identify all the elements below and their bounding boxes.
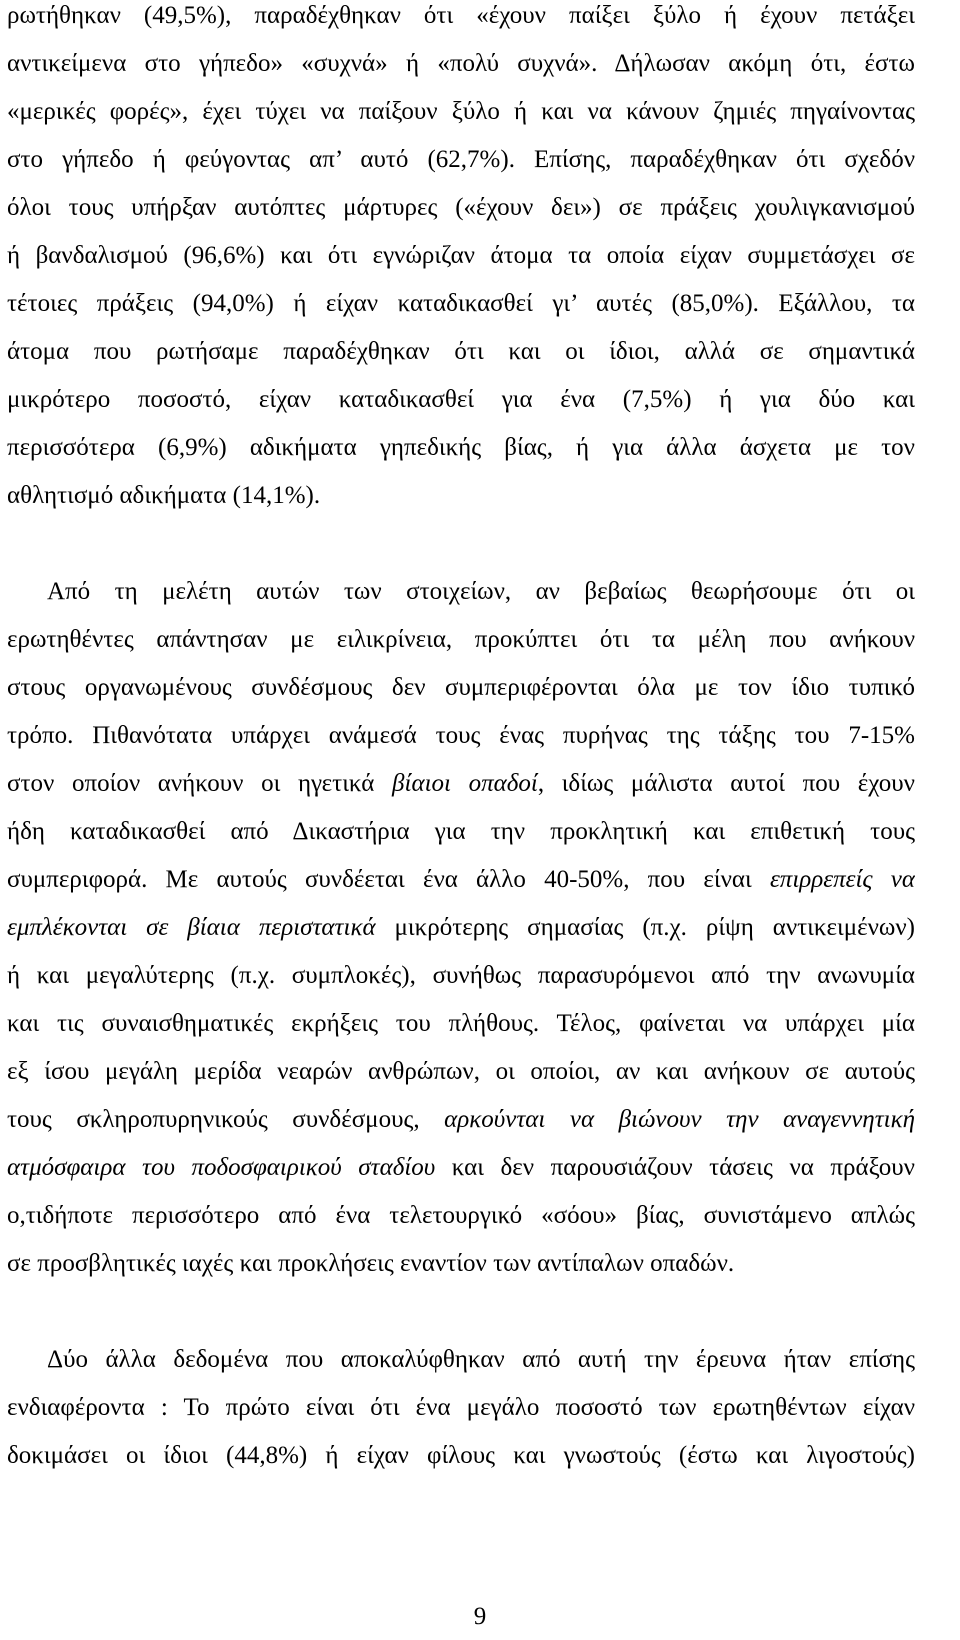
paragraph-1-last-line: αθλητισμό αδικήματα (14,1%).	[7, 482, 321, 509]
paragraph-1-line: μικρότερο ποσοστό, είχαν καταδικασθεί για ένα (7,5%) ή για δύο και	[7, 386, 915, 413]
paragraph-2-line: και τις συναισθηματικές εκρήξεις του πλήθους. Τέλος, φαίνεται να υπάρχει μία	[7, 1010, 915, 1037]
text-run: συμπεριφορά. Με αυτούς συνδέεται ένα άλλο 40-50%, που είναι	[7, 866, 770, 893]
italic-text-run: αρκούνται να βιώνουν την αναγεννητική	[444, 1106, 915, 1133]
paragraph-1-line: άτομα που ρωτήσαμε παραδέχθηκαν ότι και οι ίδιοι, αλλά σε σημαντικά	[7, 338, 915, 365]
paragraph-1-line: ή βανδαλισμού (96,6%) και ότι εγνώριζαν άτομα τα οποία είχαν συμμετάσχει σε	[7, 242, 915, 269]
italic-text-run: ατμόσφαιρα του ποδοσφαιρικού σταδίου	[7, 1154, 436, 1181]
paragraph-1-line: τέτοιες πράξεις (94,0%) ή είχαν καταδικασθεί γι’ αυτές (85,0%). Εξάλλου, τα	[7, 290, 915, 317]
paragraph-1-line: αντικείμενα στο γήπεδο» «συχνά» ή «πολύ συχνά». Δήλωσαν ακόμη ότι, έστω	[7, 50, 915, 77]
text-run: τους σκληροπυρηνικούς συνδέσμους,	[7, 1106, 445, 1133]
paragraph-2-line: ήδη καταδικασθεί από Δικαστήρια για την προκλητική και επιθετική τους	[7, 818, 915, 845]
paragraph-2-line: ερωτηθέντες απάντησαν με ειλικρίνεια, προκύπτει ότι τα μέλη που ανήκουν	[7, 626, 915, 653]
paragraph-2-line: τρόπο. Πιθανότατα υπάρχει ανάμεσά τους ένας πυρήνας της τάξης του 7-15%	[7, 722, 915, 749]
italic-text-run: επιρρεπείς να	[769, 866, 915, 893]
paragraph-2-line: ή και μεγαλύτερης (π.χ. συμπλοκές), συνήθως παρασυρόμενοι από την ανωνυμία	[7, 962, 915, 989]
paragraph-2-line: στους οργανωμένους συνδέσμους δεν συμπεριφέρονται όλα με τον ίδιο τυπικό	[7, 674, 915, 701]
paragraph-2-last-line: σε προσβλητικές ιαχές και προκλήσεις εναντίον των αντίπαλων οπαδών.	[7, 1250, 735, 1277]
paragraph-2-line	[7, 769, 915, 799]
paragraph-1-line: «μερικές φορές», έχει τύχει να παίξουν ξύλο ή και να κάνουν ζημιές πηγαίνοντας	[7, 98, 915, 125]
text-run: και δεν παρουσιάζουν τάσεις να πράξουν	[435, 1154, 915, 1181]
paragraph-2-line	[7, 1105, 915, 1135]
paragraph-3-line: ενδιαφέροντα : Το πρώτο είναι ότι ένα μεγάλο ποσοστό των ερωτηθέντων είχαν	[7, 1394, 915, 1421]
paragraph-2-line: ο,τιδήποτε περισσότερο από ένα τελετουργικό «σόου» βίας, συνιστάμενο απλώς	[7, 1202, 915, 1229]
text-run: , ιδίως μάλιστα αυτοί που έχουν	[537, 770, 915, 797]
paragraph-2-line	[7, 1153, 915, 1183]
paragraph-3-line: δοκιμάσει οι ίδιοι (44,8%) ή είχαν φίλους και γνωστούς (έστω και λιγοστούς)	[7, 1442, 915, 1469]
paragraph-2-first-line: Από τη μελέτη αυτών των στοιχείων, αν βεβαίως θεωρήσουμε ότι οι	[47, 578, 915, 605]
page-number: 9	[473, 1603, 487, 1630]
text-run: στον οποίον ανήκουν οι ηγετικά	[7, 770, 393, 797]
paragraph-3-first-line: Δύο άλλα δεδομένα που αποκαλύφθηκαν από αυτή την έρευνα ήταν επίσης	[47, 1346, 915, 1373]
paragraph-2-line	[7, 913, 915, 943]
paragraph-2-line: εξ ίσου μεγάλη μερίδα νεαρών ανθρώπων, οι οποίοι, αν και ανήκουν σε αυτούς	[7, 1058, 915, 1085]
paragraph-1-line: περισσότερα (6,9%) αδικήματα γηπεδικής βίας, ή για άλλα άσχετα με τον	[7, 434, 915, 461]
paragraph-2-line	[7, 865, 915, 895]
paragraph-1-line: στο γήπεδο ή φεύγοντας απ’ αυτό (62,7%). Επίσης, παραδέχθηκαν ότι σχεδόν	[7, 146, 915, 173]
italic-text-run: εμπλέκονται σε βίαια περιστατικά	[7, 914, 376, 941]
italic-text-run: βίαιοι οπαδοί	[392, 770, 538, 797]
text-run: μικρότερης σημασίας (π.χ. ρίψη αντικειμένων)	[375, 914, 915, 941]
paragraph-1-line: ρωτήθηκαν (49,5%), παραδέχθηκαν ότι «έχουν παίξει ξύλο ή έχουν πετάξει	[7, 2, 915, 29]
paragraph-1-line: όλοι τους υπήρξαν αυτόπτες μάρτυρες («έχουν δει») σε πράξεις χουλιγκανισμού	[7, 194, 915, 221]
